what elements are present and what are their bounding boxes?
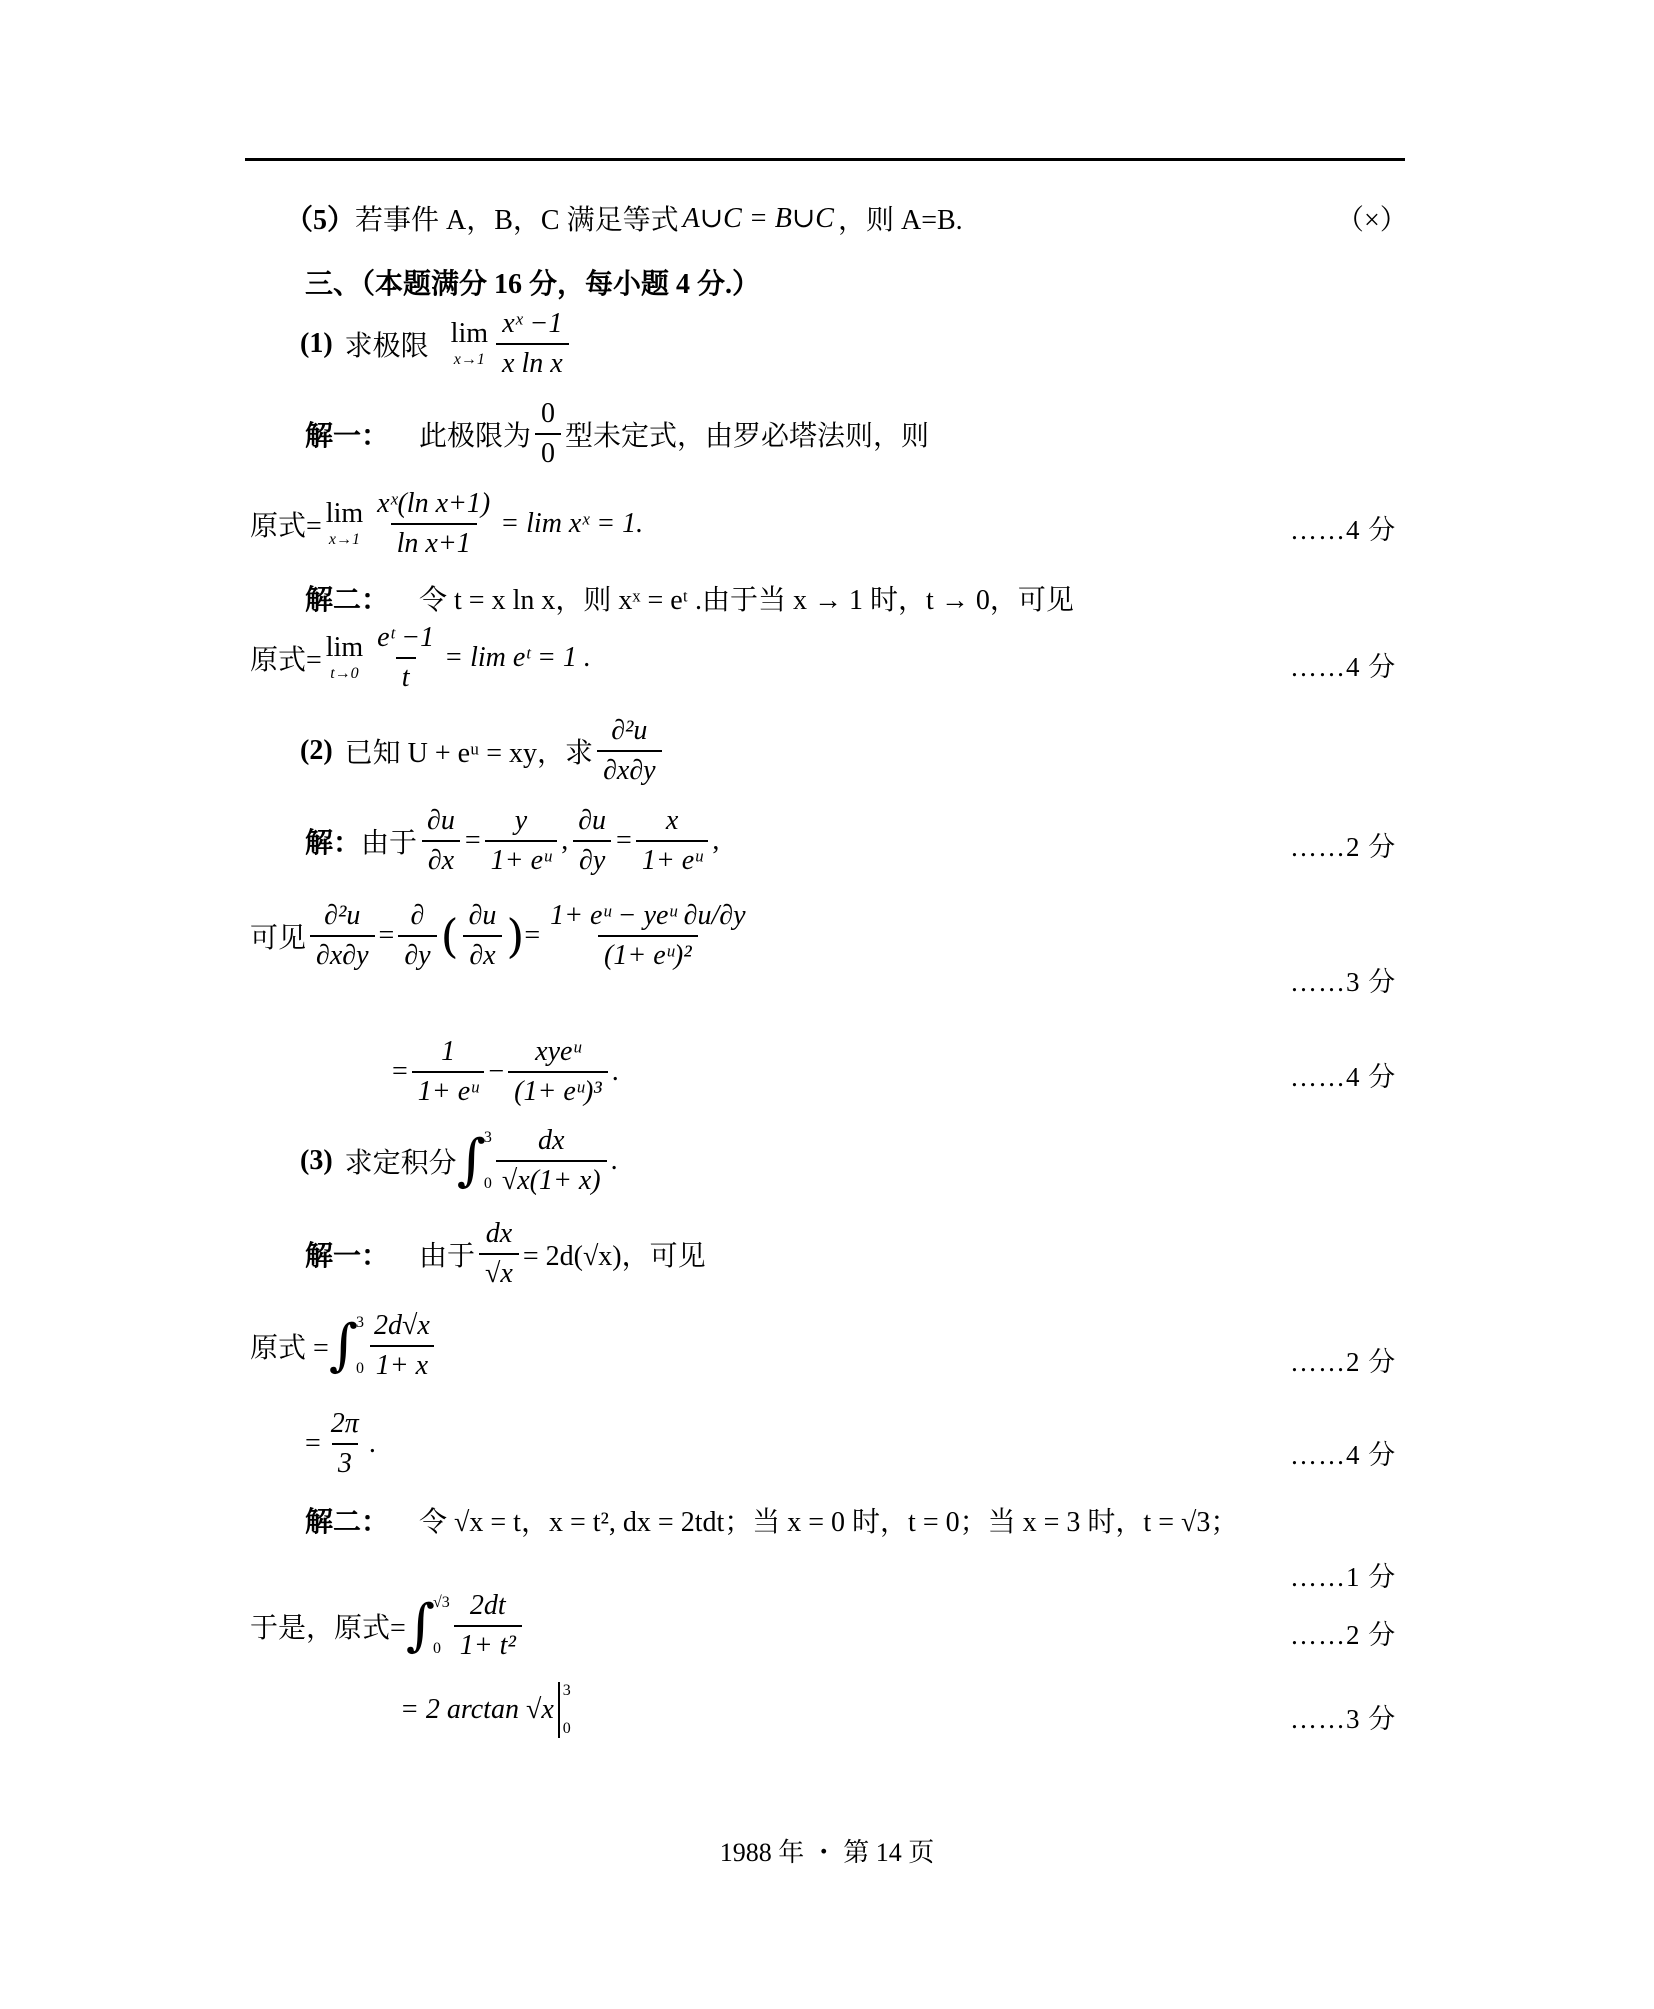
p3-eqB-num: 2π [330, 1408, 359, 1439]
p3-eqC-num: 2dt [469, 1590, 506, 1621]
p2-e3-rnum: 1+ eᵘ − yeᵘ ∂u/∂y [550, 900, 746, 931]
p3-sol2-text: 令 √x = t，x = t², dx = 2tdt；当 x = 0 时，t = 0；当 x = 3 时，t = √3； [419, 1507, 1239, 1538]
p2-e4-first [412, 1036, 485, 1108]
header-rule [245, 158, 1405, 161]
p2-prompt-line [300, 715, 666, 787]
p3-eqC-upper: √3 [432, 1594, 450, 1611]
p3-sol1-rest: = 2d(√x)，可见 [522, 1241, 706, 1272]
p2-d2-rden: 1+ eᵘ [636, 840, 709, 877]
p1-zero-den: 0 [535, 433, 561, 470]
p3-sol1-fraction [479, 1218, 519, 1290]
p3-sol2-line [305, 1500, 1238, 1540]
p1-eq2-num: eᵗ −1 [377, 622, 435, 653]
p2-d1-rden: 1+ eᵘ [485, 840, 558, 877]
p1-den: x ln x [496, 343, 569, 380]
p3-eqA-integral: ∫ 3 0 [328, 1313, 364, 1378]
p2-d1-num: ∂u [427, 805, 455, 836]
p2-e3-pnum: ∂ [410, 900, 425, 931]
q5-text2: ，则 A=B. [837, 205, 963, 236]
p3-eqB-score: ……4 分 [1290, 1440, 1397, 1470]
page-footer: 1988 年 ・ 第 14 页 [719, 1838, 935, 1867]
p3-eqC-score: ……2 分 [1290, 1620, 1397, 1650]
p3-eqD: = 2 arctan √x [400, 1694, 554, 1725]
p2-e3-partial [398, 900, 436, 972]
p1-eq2-prefix: 原式= [250, 645, 322, 676]
p1-eq2-fraction [371, 622, 440, 694]
p1-eq1-prefix: 原式= [250, 511, 322, 542]
p2-e3-inum: ∂u [468, 900, 497, 931]
p3-eqC-prefix: 于是，原式= [250, 1613, 406, 1644]
p1-num: xˣ −1 [502, 308, 563, 339]
p3-eqC-fraction [454, 1590, 522, 1662]
p3-int-upper: 3 [483, 1129, 492, 1146]
p2-sol-score: ……2 分 [1290, 832, 1397, 862]
p1-eq2-lim-sub: t→0 [330, 665, 359, 682]
p3-sol1-text: 由于 [419, 1241, 476, 1272]
p2-e3-rden: (1+ eᵘ)² [598, 935, 698, 972]
p2-d1-rnum: y [514, 805, 528, 836]
p3-eqC-lower: 0 [432, 1640, 441, 1657]
p2-d2-left [572, 805, 612, 877]
p1-eq2-rest: = lim eᵗ = 1 . [444, 642, 591, 673]
p2-e4-n2: xyeᵘ [535, 1036, 581, 1067]
p3-sol2-score: ……1 分 [1290, 1562, 1397, 1592]
p1-eq1-line [250, 488, 643, 560]
p1-fraction [496, 308, 569, 380]
p1-sol2-text: 令 t = x ln x，则 xˣ = eᵗ .由于当 x → 1 时，t → 0，可见 [419, 585, 1074, 616]
p2-d1-right [485, 805, 558, 877]
p3-eqA-line [250, 1310, 440, 1382]
p2-e3-lden: ∂x∂y [310, 935, 375, 972]
p3-eqC-den: 1+ t² [454, 1625, 522, 1662]
p2-d2-num: ∂u [578, 805, 607, 836]
p2-e3-iden: ∂x [463, 935, 501, 972]
p2-prompt: 已知 U + eᵘ = xy，求 [344, 738, 594, 769]
p3-integrand [496, 1125, 607, 1197]
p3-eqA-num: 2d√x [373, 1310, 430, 1341]
p1-zero-num: 0 [541, 398, 556, 429]
p3-eqA-lower: 0 [355, 1360, 364, 1377]
p3-integral-sign: ∫ 3 0 [456, 1128, 492, 1193]
p2-target-den: ∂x∂y [597, 750, 662, 787]
p3-eqA-score: ……2 分 [1290, 1347, 1397, 1377]
p3-eqB-fraction [325, 1408, 365, 1480]
p2-eq3-line: 可见 $\frac{\text{∂²u}}{\partial x\partial y}$ = $\frac{\partial}{\partial y}$ ( $\frac{\partial u}{\partial x}$ ) = $\frac{\text{1+ eᵘ − yeᵘ ∂u/∂y}}{\text{(1+ eᵘ)²}}$ [250, 900, 756, 972]
q5-line [285, 198, 963, 238]
p1-lim-sub: x→1 [453, 351, 485, 368]
q5-answer: （×） [1336, 205, 1408, 236]
p2-d1-left [421, 805, 461, 877]
p1-eq1-score: ……4 分 [1290, 515, 1397, 545]
p3-eqD-line [400, 1682, 571, 1738]
p1-eq1-lim-text: lim [325, 498, 364, 529]
p1-eq1-rest: = lim xˣ = 1. [500, 508, 644, 539]
p1-eq1-den: ln x+1 [391, 523, 477, 560]
p1-eq1-lim-sub: x→1 [328, 531, 361, 548]
q5-formula: A∪C = B∪C [682, 203, 834, 234]
p1-prompt: 求极限 [344, 331, 429, 362]
p3-int-lower: 0 [483, 1175, 492, 1192]
p2-e4-n1: 1 [441, 1036, 456, 1067]
p3-eqA-upper: 3 [355, 1314, 364, 1331]
p3-sol1-den: √x [479, 1253, 519, 1290]
p2-e3-inner [463, 900, 503, 972]
p1-eq1-num: xˣ(ln x+1) [377, 488, 491, 519]
p3-eqB-line: = $\frac{2\pi}{3}$ . [305, 1408, 376, 1479]
p3-eqC-integral: ∫ √3 0 [405, 1593, 450, 1658]
p3-sol1-num: dx [485, 1218, 513, 1249]
section3-heading: 三、（本题满分 16 分，每小题 4 分.） [305, 269, 761, 300]
p1-label: (1) [300, 328, 333, 359]
p1-sol1-label: 解一： [305, 421, 390, 452]
p3-prompt-line: (3) 求定积分 ∫ 3 0 $\frac{dx}{√x(1+ x)}$ . [300, 1125, 618, 1196]
p3-sol2-label: 解二： [305, 1507, 390, 1538]
p2-e4-score: ……4 分 [1290, 1062, 1397, 1092]
p2-e3-right [544, 900, 751, 972]
p1-lim-text: lim [450, 318, 489, 349]
p3-eqD-upper: 3 [562, 1682, 571, 1699]
p1-eq2-den: t [396, 657, 416, 694]
p3-sol1-label: 解一： [305, 1241, 390, 1272]
q5-label: （5） [285, 205, 356, 236]
p2-e3-score: ……3 分 [1290, 967, 1397, 997]
p2-sol-text: 由于 [361, 828, 418, 859]
p3-eqA-den: 1+ x [370, 1345, 434, 1382]
p3-eqD-score: ……3 分 [1290, 1704, 1397, 1734]
p2-e4-d2: (1+ eᵘ)³ [508, 1071, 608, 1108]
p2-d2-den: ∂y [573, 840, 611, 877]
p1-eq1-lim [326, 500, 363, 548]
p2-d2-right [636, 805, 709, 877]
q5-text: 若事件 A，B，C 满足等式 [355, 205, 679, 236]
p1-eq2-line [250, 622, 591, 694]
p2-e4-d1: 1+ eᵘ [412, 1071, 485, 1108]
p3-eqA-fraction [368, 1310, 436, 1382]
p2-label: (2) [300, 735, 333, 766]
p3-eqB-den: 3 [332, 1443, 358, 1480]
p1-sol1-text-b: 型未定式，由罗必塔法则，则 [565, 421, 930, 452]
p2-e3-pden: ∂y [398, 935, 436, 972]
p2-d2-rnum: x [665, 805, 679, 836]
p2-e4-second [508, 1036, 608, 1108]
p1-prompt-line [300, 308, 573, 380]
p2-d1-den: ∂x [422, 840, 460, 877]
p2-target-num: ∂²u [611, 715, 648, 746]
p1-sol1-text-a: 此极限为 [419, 421, 532, 452]
p3-eqD-lower: 0 [562, 1720, 571, 1737]
p3-num: dx [538, 1125, 565, 1156]
p1-sol2-line [305, 578, 1074, 618]
p1-eq2-lim-text: lim [325, 632, 364, 663]
p3-sol1-line [305, 1218, 706, 1290]
p2-sol-label: 解： [305, 828, 362, 859]
p2-sol-line: 解： 由于 $\frac{\partial u}{\partial x}$ = $\frac{y}{\text{1+ eᵘ}}$ , $\frac{\partial u}{\partial y}$ = $\frac{x}{\text{1+ eᵘ}}$ , [305, 805, 720, 876]
p3-eqA-prefix: 原式 = [250, 1333, 329, 1364]
p3-eqC-line [250, 1590, 526, 1662]
p3-label: (3) [300, 1145, 333, 1176]
p2-e3-left [310, 900, 375, 972]
p3-prompt: 求定积分 [344, 1148, 457, 1179]
p1-eq1-fraction [371, 488, 496, 560]
p3-eqD-bar [558, 1682, 571, 1738]
p1-eq2-score: ……4 分 [1290, 652, 1397, 682]
p2-target-fraction [597, 715, 662, 787]
p3-den: √x(1+ x) [496, 1160, 607, 1197]
p2-eq4-line: = $\frac{1}{\text{1+ eᵘ}}$ − $\frac{\text{xyeᵘ}}{\text{(1+ eᵘ)³}}$ . [392, 1036, 619, 1107]
p1-sol1-line [305, 398, 929, 470]
p1-eq2-lim [326, 634, 363, 682]
p2-e3-lnum: ∂²u [324, 900, 361, 931]
p2-kejian: 可见 [250, 923, 307, 954]
p1-lim [451, 320, 488, 368]
p1-sol2-label: 解二： [305, 585, 390, 616]
p1-zero-over-zero [535, 398, 561, 470]
